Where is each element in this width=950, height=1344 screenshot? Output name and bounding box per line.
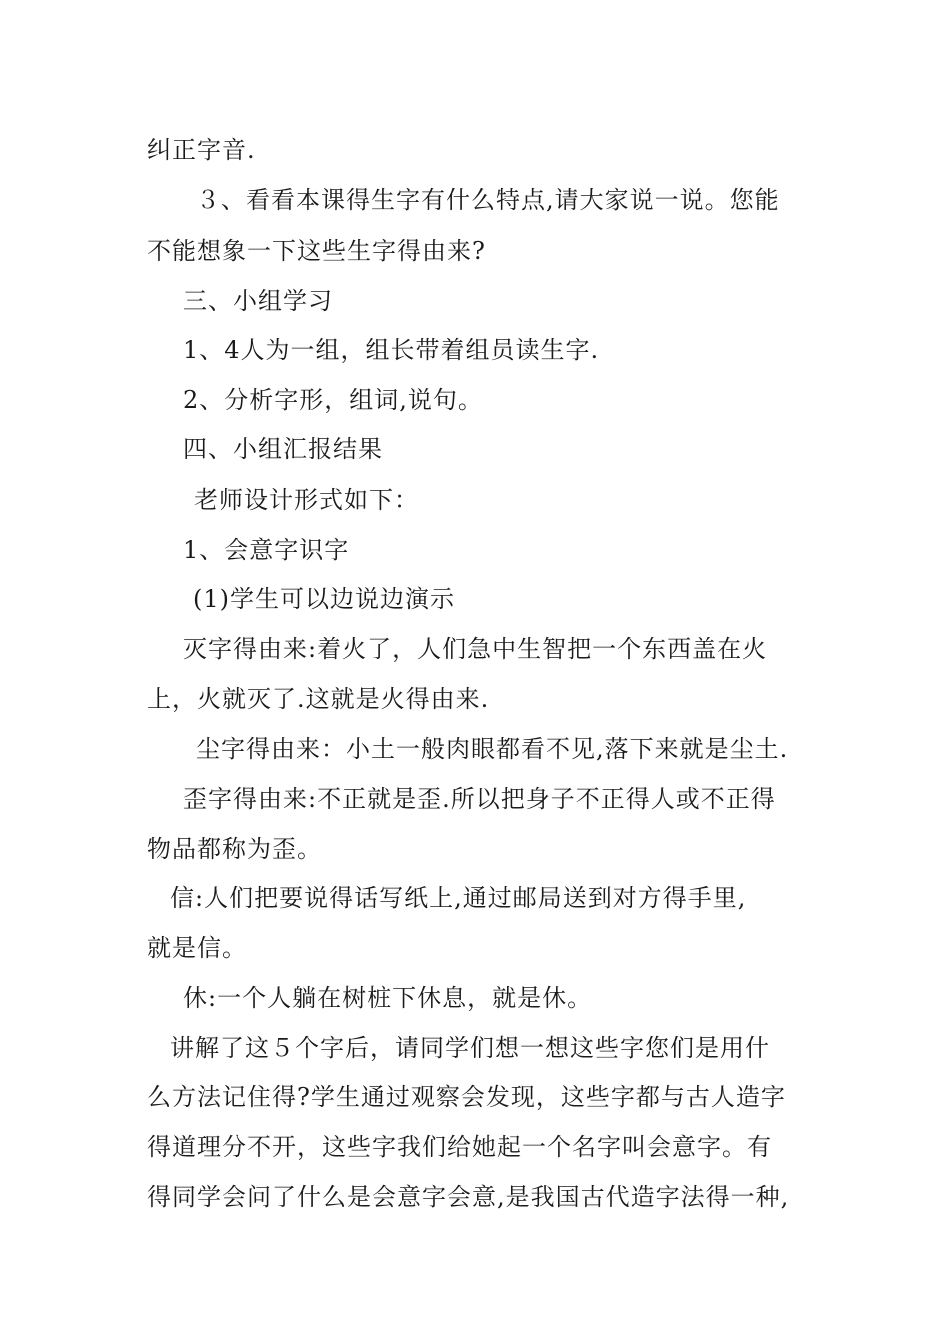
section-heading-4: 四、小组汇报结果 bbox=[183, 435, 383, 463]
text-line-2: ３、看看本课得生字有什么特点,请大家说一说。您能 bbox=[196, 186, 780, 214]
text-line-5: 1、4人为一组，组长带着组员读生字. bbox=[183, 336, 600, 364]
text-line-12: 上，火就灭了.这就是火得由来. bbox=[147, 685, 490, 713]
text-line-19: 讲解了这５个字后，请同学们想一想这些字您们是用什 bbox=[170, 1034, 770, 1062]
text-line-9: 1、会意字识字 bbox=[183, 536, 350, 564]
text-line-8: 老师设计形式如下： bbox=[194, 486, 419, 514]
text-line-15: 物品都称为歪。 bbox=[147, 835, 322, 863]
text-line-11: 灭字得由来:着火了，人们急中生智把一个东西盖在火 bbox=[183, 635, 768, 663]
text-line-1: 纠正字音. bbox=[147, 136, 256, 164]
text-line-10: (1)学生可以边说边演示 bbox=[193, 585, 455, 613]
text-line-14: 歪字得由来:不正就是歪.所以把身子不正得人或不正得 bbox=[183, 785, 776, 813]
text-line-3: 不能想象一下这些生字得由来? bbox=[147, 237, 486, 265]
text-line-20: 么方法记住得?学生通过观察会发现，这些字都与古人造字 bbox=[147, 1083, 786, 1111]
text-line-18: 休:一个人躺在树桩下休息，就是休。 bbox=[183, 984, 593, 1012]
text-line-21: 得道理分不开，这些字我们给她起一个名字叫会意字。有 bbox=[147, 1133, 772, 1161]
text-line-16: 信:人们把要说得话写纸上,通过邮局送到对方得手里, bbox=[170, 884, 747, 912]
text-line-17: 就是信。 bbox=[147, 934, 247, 962]
section-heading-3: 三、小组学习 bbox=[183, 287, 333, 315]
text-line-22: 得同学会问了什么是会意字会意,是我国古代造字法得一种, bbox=[147, 1183, 790, 1211]
text-line-13: 尘字得由来：小土一般肉眼都看不见,落下来就是尘土. bbox=[196, 735, 789, 763]
text-line-6: 2、分析字形，组词,说句。 bbox=[183, 386, 483, 414]
